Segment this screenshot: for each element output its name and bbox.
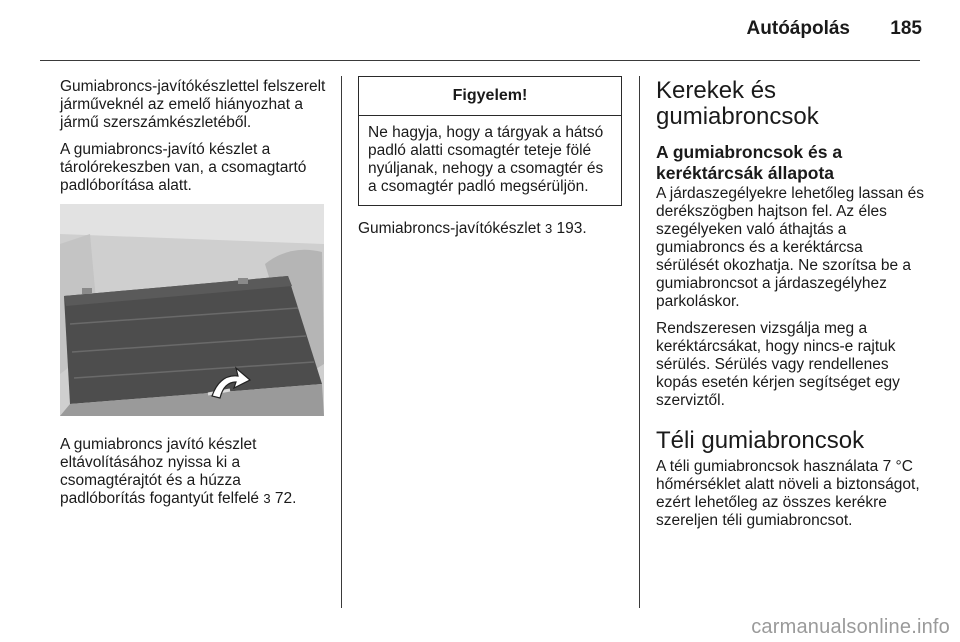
watermark: carmanualsonline.info — [751, 616, 950, 638]
header-divider — [40, 60, 920, 61]
repair-kit-reference — [358, 220, 622, 238]
middle-column — [358, 76, 622, 247]
section-title: Autóápolás — [746, 18, 850, 39]
right-column — [656, 78, 926, 539]
page-number: 185 — [890, 18, 922, 39]
column-divider-right — [639, 76, 640, 608]
curb-paragraph: A járdaszegélyekre lehetőleg lassan és derékszögben hajtson fel. Az éles szegélyeken való áthajtás a gumiabroncs és a keréktárcsa sérülését okozhatja. Ne szorítsa be a gumiabroncsot a járdaszegélyhez parkoláskor. — [656, 185, 924, 310]
reference-arrow-icon: 3 — [263, 491, 271, 506]
subsection-heading: A gumiabroncsok és a keréktárcsák állapota — [656, 142, 843, 183]
warning-box — [358, 76, 622, 206]
trunk-floor-photo — [60, 204, 324, 416]
winter-tires-heading: Téli gumiabroncsok — [656, 427, 865, 454]
trunk-floor-illustration — [60, 204, 324, 416]
warning-title: Figyelem! — [359, 77, 621, 116]
reference-text: Gumiabroncs-javítókészlet — [358, 220, 541, 237]
warning-text: Ne hagyja, hogy a tárgyak a hátsó padló alatti csomagtér teteje fölé nyúljanak, nehogy a csomagtér és a csomagtér padló megsérüljön. — [368, 124, 604, 195]
reference-page-link[interactable]: 193. — [556, 220, 587, 237]
reference-page-link[interactable]: 72. — [274, 490, 297, 507]
column-divider-left — [341, 76, 342, 608]
left-column — [60, 78, 328, 517]
intro-paragraph: Gumiabroncs-javítókészlettel felszerelt járműveknél az emelő hiányozhat a jármű szerszámkészletéből. — [60, 78, 326, 131]
removal-text: A gumiabroncs javító készlet eltávolításához nyissa ki a csomagtérajtót és a húzza padlóborítás fogantyút felfelé — [60, 436, 260, 507]
location-paragraph: A gumiabroncs-javító készlet a tárolórekeszben van, a csomagtartó padlóborítása alatt. — [60, 141, 307, 194]
removal-paragraph — [60, 436, 328, 508]
reference-arrow-icon: 3 — [544, 221, 553, 236]
chapter-heading: Kerekek és gumiabroncsok — [656, 77, 819, 130]
inspection-paragraph: Rendszeresen vizsgálja meg a keréktárcsákat, hogy nincs-e rajtuk sérülés. Sérülés vagy rendellenes kopás esetén kérjen segítséget egy szerviztől. — [656, 320, 900, 409]
winter-tires-paragraph: A téli gumiabroncsok használata 7 °C hőmérséklet alatt növeli a biztonságot, ezért lehetőleg az összes kerékre szereljen téli gumiabroncsot. — [656, 458, 920, 529]
